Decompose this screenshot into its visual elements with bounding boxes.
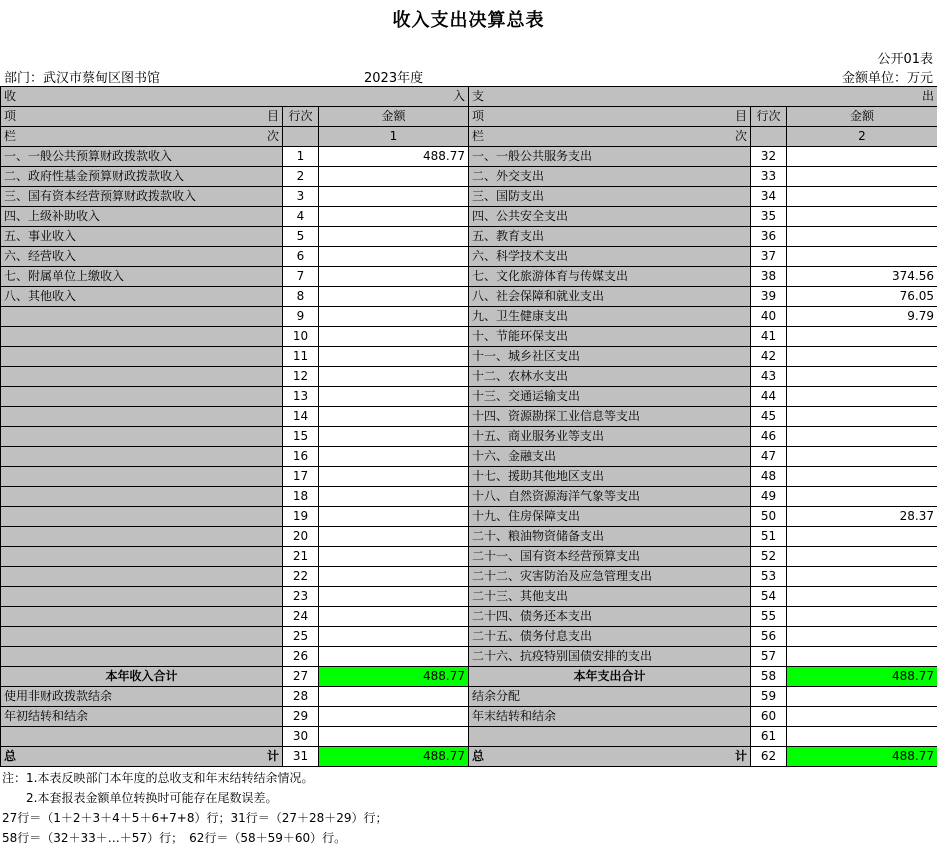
expense-row-number: 62	[751, 747, 787, 767]
table-row	[1, 607, 937, 627]
income-row-number: 31	[283, 747, 319, 767]
income-row-number: 16	[283, 447, 319, 467]
expense-row-number: 61	[751, 727, 787, 747]
expense-row-number: 52	[751, 547, 787, 567]
expense-row-number: 38	[751, 267, 787, 287]
income-item-label	[1, 627, 283, 647]
expense-amount	[787, 147, 937, 167]
expense-amount	[787, 627, 937, 647]
expense-item-label: 十四、资源勘探工业信息等支出	[469, 407, 751, 427]
income-total-amount: 488.77	[319, 747, 469, 767]
table-row	[1, 347, 937, 367]
expense-total-label: 总 计	[469, 747, 751, 767]
expense-amount	[787, 467, 937, 487]
expense-item-label: 二十三、其他支出	[469, 587, 751, 607]
income-row-number: 1	[283, 147, 319, 167]
budget-table	[0, 86, 937, 767]
income-item-label	[1, 527, 283, 547]
expense-row-number: 34	[751, 187, 787, 207]
expense-row-number: 43	[751, 367, 787, 387]
table-row	[1, 707, 937, 727]
income-row-number: 23	[283, 587, 319, 607]
table-row	[1, 247, 937, 267]
expense-row-number: 55	[751, 607, 787, 627]
income-amount	[319, 447, 469, 467]
income-amount-header: 金额	[319, 107, 469, 127]
expense-row-number: 50	[751, 507, 787, 527]
table-row	[1, 287, 937, 307]
income-row-number: 24	[283, 607, 319, 627]
income-amount	[319, 567, 469, 587]
expense-col-header: 栏 次	[469, 127, 751, 147]
expense-amount	[787, 687, 937, 707]
expense-row-number: 36	[751, 227, 787, 247]
expense-total-amount: 488.77	[787, 747, 937, 767]
income-amount	[319, 227, 469, 247]
department-label: 部门：武汉市蔡甸区图书馆	[4, 71, 161, 86]
table-row	[1, 467, 937, 487]
expense-amount	[787, 587, 937, 607]
expense-item-label: 结余分配	[469, 687, 751, 707]
income-row-number: 28	[283, 687, 319, 707]
expense-item-label: 十二、农林水支出	[469, 367, 751, 387]
income-item-label	[1, 427, 283, 447]
table-row	[1, 227, 937, 247]
table-row	[1, 187, 937, 207]
note-line: 58行＝（32＋33＋…＋57）行； 62行＝（58＋59＋60）行。	[2, 831, 347, 845]
expense-row-number: 39	[751, 287, 787, 307]
expense-item-label: 五、教育支出	[469, 227, 751, 247]
income-amount	[319, 327, 469, 347]
income-item-label: 二、政府性基金预算财政拨款收入	[1, 167, 283, 187]
note-line: 27行＝（1＋2＋3＋4＋5＋6+7+8）行；31行＝（27＋28＋29）行；	[2, 811, 388, 825]
table-row	[1, 507, 937, 527]
expense-item-label: 十六、金融支出	[469, 447, 751, 467]
table-row	[1, 687, 937, 707]
table-row	[1, 267, 937, 287]
page-title: 收入支出决算总表	[392, 10, 545, 31]
expense-amount	[787, 547, 937, 567]
expense-amount-header: 金额	[787, 107, 937, 127]
income-row-number: 19	[283, 507, 319, 527]
income-item-label: 八、其他收入	[1, 287, 283, 307]
expense-amount	[787, 447, 937, 467]
income-amount	[319, 387, 469, 407]
table-row	[1, 587, 937, 607]
expense-item-label: 二十四、债务还本支出	[469, 607, 751, 627]
income-row-number: 10	[283, 327, 319, 347]
income-item-label: 年初结转和结余	[1, 707, 283, 727]
expense-item-label: 四、公共安全支出	[469, 207, 751, 227]
income-amount	[319, 687, 469, 707]
expense-row-number: 60	[751, 707, 787, 727]
income-item-label: 一、一般公共预算财政拨款收入	[1, 147, 283, 167]
income-amount	[319, 287, 469, 307]
expense-amount	[787, 427, 937, 447]
table-row	[1, 527, 937, 547]
expense-amount	[787, 367, 937, 387]
expense-item-label: 十八、自然资源海洋气象等支出	[469, 487, 751, 507]
header-row-columns	[1, 107, 937, 127]
expense-row-number: 58	[751, 667, 787, 687]
income-row-number: 5	[283, 227, 319, 247]
income-item-label	[1, 727, 283, 747]
total-row	[1, 747, 937, 767]
income-row-number: 20	[283, 527, 319, 547]
header-row-column-numbers	[1, 127, 937, 147]
income-amount	[319, 307, 469, 327]
expense-item-label: 二十五、债务付息支出	[469, 627, 751, 647]
table-row	[1, 627, 937, 647]
table-row	[1, 727, 937, 747]
income-row-number: 3	[283, 187, 319, 207]
expense-amount	[787, 227, 937, 247]
expense-amount	[787, 187, 937, 207]
meta-row	[0, 67, 937, 85]
income-row-number: 9	[283, 307, 319, 327]
expense-item-label: 一、一般公共服务支出	[469, 147, 751, 167]
expense-amount	[787, 387, 937, 407]
income-amount	[319, 367, 469, 387]
income-item-label	[1, 587, 283, 607]
expense-amount	[787, 487, 937, 507]
income-col-blank	[283, 127, 319, 147]
income-item-label	[1, 307, 283, 327]
notes	[2, 768, 388, 848]
income-amount	[319, 427, 469, 447]
expense-item-label: 十三、交通运输支出	[469, 387, 751, 407]
income-item-label: 四、上级补助收入	[1, 207, 283, 227]
income-row-number: 7	[283, 267, 319, 287]
income-amount	[319, 707, 469, 727]
table-row	[1, 547, 937, 567]
expense-row-number: 33	[751, 167, 787, 187]
income-row-number: 26	[283, 647, 319, 667]
expense-item-label: 十九、住房保障支出	[469, 507, 751, 527]
table-row	[1, 567, 937, 587]
expense-item-label: 十一、城乡社区支出	[469, 347, 751, 367]
income-row-number: 13	[283, 387, 319, 407]
expense-item-label: 二十一、国有资本经营预算支出	[469, 547, 751, 567]
income-item-label: 使用非财政拨款结余	[1, 687, 283, 707]
expense-item-label: 十七、援助其他地区支出	[469, 467, 751, 487]
year-label: 2023年度	[364, 71, 424, 86]
income-amount	[319, 487, 469, 507]
expense-amount	[787, 167, 937, 187]
expense-rowno-header: 行次	[751, 107, 787, 127]
expense-amount	[787, 647, 937, 667]
form-code: 公开01表	[877, 52, 933, 67]
income-row-number: 27	[283, 667, 319, 687]
expense-item-label: 三、国防支出	[469, 187, 751, 207]
table-row	[1, 307, 937, 327]
expense-row-number: 51	[751, 527, 787, 547]
note-line: 注：1.本表反映部门本年度的总收支和年末结转结余情况。	[2, 771, 314, 785]
income-item-label	[1, 607, 283, 627]
expense-row-number: 35	[751, 207, 787, 227]
expense-row-number: 59	[751, 687, 787, 707]
expense-item-label	[469, 727, 751, 747]
income-total-label: 总 计	[1, 747, 283, 767]
income-item-label: 本年收入合计	[1, 667, 283, 687]
expense-item-label: 十五、商业服务业等支出	[469, 427, 751, 447]
expense-item-label: 本年支出合计	[469, 667, 751, 687]
income-item-label: 七、附属单位上缴收入	[1, 267, 283, 287]
income-amount	[319, 187, 469, 207]
income-amount: 488.77	[319, 667, 469, 687]
expense-item-label: 二十、粮油物资储备支出	[469, 527, 751, 547]
table-row	[1, 367, 937, 387]
expense-amount: 28.37	[787, 507, 937, 527]
expense-row-number: 44	[751, 387, 787, 407]
income-row-number: 18	[283, 487, 319, 507]
table-row	[1, 387, 937, 407]
expense-row-number: 45	[751, 407, 787, 427]
expense-row-number: 32	[751, 147, 787, 167]
income-row-number: 8	[283, 287, 319, 307]
expense-row-number: 49	[751, 487, 787, 507]
income-row-number: 2	[283, 167, 319, 187]
income-item-label	[1, 447, 283, 467]
income-amount	[319, 507, 469, 527]
income-col-number: 1	[319, 127, 469, 147]
income-amount	[319, 607, 469, 627]
income-amount	[319, 407, 469, 427]
expense-row-number: 37	[751, 247, 787, 267]
expense-amount	[787, 207, 937, 227]
income-amount	[319, 467, 469, 487]
note-line: 2.本套报表金额单位转换时可能存在尾数误差。	[2, 791, 278, 805]
expense-row-number: 53	[751, 567, 787, 587]
expense-item-label: 二、外交支出	[469, 167, 751, 187]
table-row	[1, 487, 937, 507]
table-row	[1, 407, 937, 427]
income-item-label	[1, 647, 283, 667]
income-amount	[319, 527, 469, 547]
income-header: 收 入	[1, 87, 469, 107]
income-item-label: 三、国有资本经营预算财政拨款收入	[1, 187, 283, 207]
income-row-number: 29	[283, 707, 319, 727]
table-row	[1, 147, 937, 167]
income-item-label	[1, 327, 283, 347]
expense-header: 支 出	[469, 87, 937, 107]
income-amount	[319, 167, 469, 187]
expense-item-label: 二十六、抗疫特别国债安排的支出	[469, 647, 751, 667]
income-item-label	[1, 347, 283, 367]
header-row-income-expense	[1, 87, 937, 107]
income-item-label	[1, 387, 283, 407]
income-amount	[319, 247, 469, 267]
expense-amount	[787, 407, 937, 427]
expense-item-label: 十、节能环保支出	[469, 327, 751, 347]
income-item-label	[1, 407, 283, 427]
expense-row-number: 54	[751, 587, 787, 607]
expense-amount	[787, 567, 937, 587]
table-row	[1, 167, 937, 187]
expense-amount	[787, 707, 937, 727]
expense-amount	[787, 347, 937, 367]
expense-amount: 374.56	[787, 267, 937, 287]
income-amount	[319, 347, 469, 367]
expense-col-number: 2	[787, 127, 937, 147]
income-amount	[319, 587, 469, 607]
expense-col-blank	[751, 127, 787, 147]
income-row-number: 14	[283, 407, 319, 427]
income-amount	[319, 627, 469, 647]
table-row	[1, 207, 937, 227]
expense-row-number: 42	[751, 347, 787, 367]
expense-item-header: 项 目	[469, 107, 751, 127]
income-item-label	[1, 567, 283, 587]
income-row-number: 17	[283, 467, 319, 487]
income-item-label	[1, 507, 283, 527]
income-amount: 488.77	[319, 147, 469, 167]
expense-row-number: 48	[751, 467, 787, 487]
income-item-label: 六、经营收入	[1, 247, 283, 267]
expense-amount: 488.77	[787, 667, 937, 687]
income-item-label	[1, 547, 283, 567]
expense-row-number: 40	[751, 307, 787, 327]
income-item-label: 五、事业收入	[1, 227, 283, 247]
expense-amount	[787, 527, 937, 547]
expense-amount	[787, 607, 937, 627]
table-row	[1, 427, 937, 447]
expense-amount: 9.79	[787, 307, 937, 327]
table-row	[1, 667, 937, 687]
expense-row-number: 57	[751, 647, 787, 667]
expense-row-number: 41	[751, 327, 787, 347]
income-amount	[319, 727, 469, 747]
income-row-number: 30	[283, 727, 319, 747]
expense-item-label: 年末结转和结余	[469, 707, 751, 727]
expense-amount: 76.05	[787, 287, 937, 307]
unit-label: 金额单位：万元	[841, 71, 933, 86]
income-amount	[319, 647, 469, 667]
expense-item-label: 八、社会保障和就业支出	[469, 287, 751, 307]
income-row-number: 12	[283, 367, 319, 387]
income-amount	[319, 547, 469, 567]
expense-amount	[787, 247, 937, 267]
expense-item-label: 六、科学技术支出	[469, 247, 751, 267]
income-item-label	[1, 487, 283, 507]
income-col-header: 栏 次	[1, 127, 283, 147]
table-row	[1, 327, 937, 347]
expense-item-label: 二十二、灾害防治及应急管理支出	[469, 567, 751, 587]
expense-amount	[787, 327, 937, 347]
income-rowno-header: 行次	[283, 107, 319, 127]
income-row-number: 21	[283, 547, 319, 567]
expense-row-number: 46	[751, 427, 787, 447]
income-row-number: 6	[283, 247, 319, 267]
table-row	[1, 447, 937, 467]
income-item-header: 项 目	[1, 107, 283, 127]
income-row-number: 4	[283, 207, 319, 227]
expense-amount	[787, 727, 937, 747]
income-row-number: 11	[283, 347, 319, 367]
table-row	[1, 647, 937, 667]
expense-row-number: 56	[751, 627, 787, 647]
income-row-number: 15	[283, 427, 319, 447]
income-row-number: 25	[283, 627, 319, 647]
expense-row-number: 47	[751, 447, 787, 467]
expense-item-label: 七、文化旅游体育与传媒支出	[469, 267, 751, 287]
income-item-label	[1, 367, 283, 387]
expense-item-label: 九、卫生健康支出	[469, 307, 751, 327]
income-amount	[319, 267, 469, 287]
income-amount	[319, 207, 469, 227]
income-row-number: 22	[283, 567, 319, 587]
income-item-label	[1, 467, 283, 487]
